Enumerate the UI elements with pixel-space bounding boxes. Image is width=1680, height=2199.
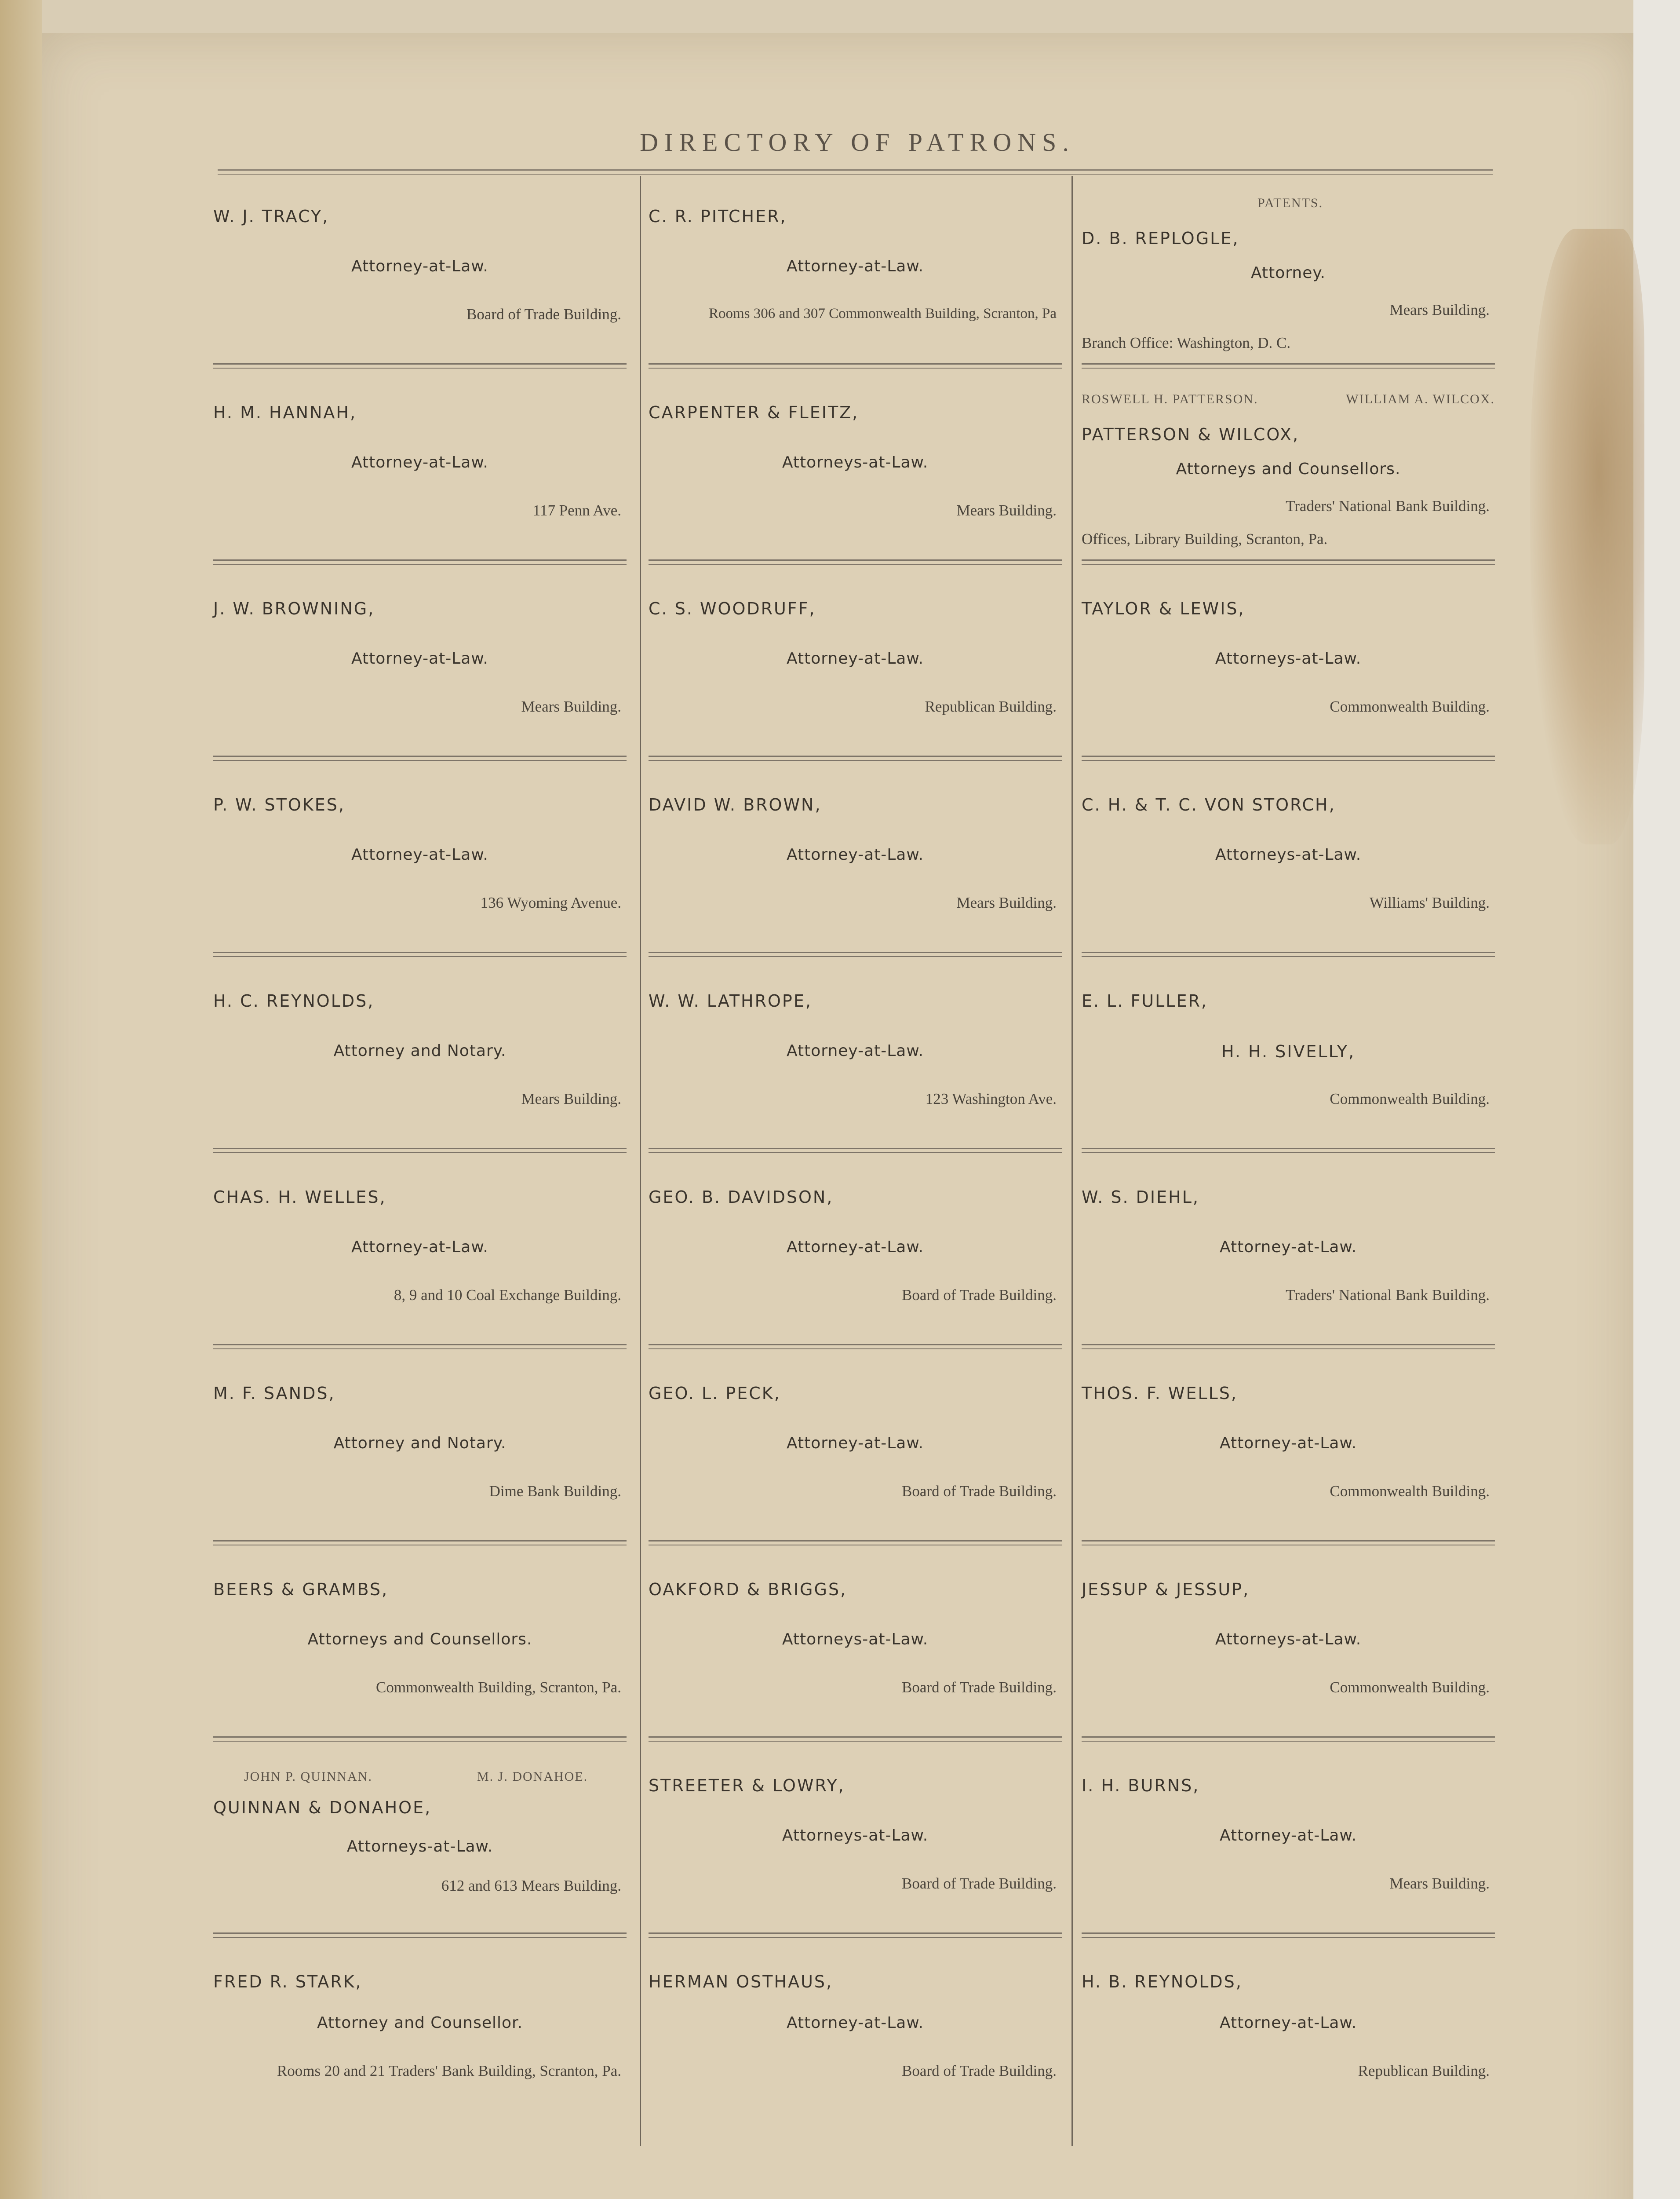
- entry-name: E. L. FULLER,: [1082, 991, 1208, 1011]
- entry-rule: [213, 756, 627, 761]
- entry-role: Attorney-at-Law.: [787, 846, 924, 864]
- directory-entry: [213, 1941, 627, 2137]
- entry-address: Board of Trade Building.: [902, 1679, 1057, 1696]
- directory-column-1: [213, 176, 627, 2137]
- entry-name: W. J. TRACY,: [213, 207, 329, 226]
- entry-role: Attorneys-at-Law.: [782, 453, 929, 471]
- entry-name: THOS. F. WELLS,: [1082, 1384, 1238, 1403]
- entry-address: Williams' Building.: [1369, 894, 1490, 911]
- entry-partner: M. J. DONAHOE.: [477, 1769, 588, 1784]
- entry-name: QUINNAN & DONAHOE,: [213, 1798, 432, 1817]
- entry-rule: [1082, 1736, 1495, 1742]
- entry-rule: [213, 952, 627, 957]
- entry-address: Mears Building.: [956, 894, 1057, 911]
- entry-role: Attorneys-at-Law.: [1215, 846, 1362, 864]
- entry-rule: [649, 1540, 1062, 1545]
- entry-address: Traders' National Bank Building.: [1286, 1286, 1490, 1304]
- entry-address: 123 Washington Ave.: [925, 1090, 1057, 1107]
- directory-entry: [213, 1157, 627, 1353]
- entry-role: Attorney-at-Law.: [351, 846, 488, 864]
- entry-address: Republican Building.: [1358, 2062, 1490, 2079]
- entry-address: 8, 9 and 10 Coal Exchange Building.: [394, 1286, 621, 1304]
- entry-role: Attorneys-at-Law.: [1215, 650, 1362, 668]
- entry-rule: [1082, 363, 1495, 369]
- entry-address: Dime Bank Building.: [489, 1483, 621, 1500]
- entry-role: Attorney-at-Law.: [787, 1042, 924, 1060]
- entry-name: D. B. REPLOGLE,: [1082, 229, 1239, 248]
- entry-address: Mears Building.: [521, 1090, 621, 1107]
- entry-role: Attorney-at-Law.: [1220, 2014, 1357, 2032]
- entry-address: Mears Building.: [1389, 301, 1490, 318]
- directory-entry: [1082, 1549, 1495, 1745]
- entry-name: GEO. L. PECK,: [649, 1384, 781, 1403]
- directory-entry: [1082, 176, 1495, 372]
- entry-rule: [213, 559, 627, 565]
- entry-name: TAYLOR & LEWIS,: [1082, 599, 1245, 618]
- entry-role: Attorney-at-Law.: [787, 650, 924, 668]
- entry-role: Attorneys and Counsellors.: [1176, 460, 1401, 478]
- directory-column-3: [1082, 176, 1495, 2137]
- water-stain: [1530, 229, 1644, 844]
- directory-entry: [213, 176, 627, 372]
- entry-name: I. H. BURNS,: [1082, 1776, 1200, 1795]
- entry-role: Attorneys and Counsellors.: [307, 1630, 532, 1648]
- entry-rule: [1082, 559, 1495, 565]
- entry-rule: [649, 1344, 1062, 1349]
- entry-address: Mears Building.: [956, 502, 1057, 519]
- entry-rule: [1082, 1344, 1495, 1349]
- entry-name: PATTERSON & WILCOX,: [1082, 425, 1300, 444]
- entry-rule: [213, 1148, 627, 1153]
- entry-name: BEERS & GRAMBS,: [213, 1580, 389, 1599]
- entry-name: P. W. STOKES,: [213, 795, 345, 815]
- entry-role: Attorneys-at-Law.: [782, 1630, 929, 1648]
- column-divider: [640, 176, 641, 2146]
- entry-address: Board of Trade Building.: [902, 2062, 1057, 2079]
- entry-role: Attorney-at-Law.: [351, 650, 488, 668]
- directory-entry: [213, 1745, 627, 1941]
- entry-name: CHAS. H. WELLES,: [213, 1187, 386, 1207]
- entry-address: Mears Building.: [1389, 1875, 1490, 1892]
- directory-entry: [649, 764, 1062, 961]
- entry-name: JESSUP & JESSUP,: [1082, 1580, 1250, 1599]
- entry-partner-name: H. H. SIVELLY,: [1221, 1042, 1356, 1061]
- entry-rule: [213, 363, 627, 369]
- entry-name: M. F. SANDS,: [213, 1384, 335, 1403]
- directory-entry: [649, 1941, 1062, 2137]
- entry-name: J. W. BROWNING,: [213, 599, 375, 618]
- entry-name: CARPENTER & FLEITZ,: [649, 403, 859, 422]
- entry-address: 136 Wyoming Avenue.: [480, 894, 621, 911]
- entry-rule: [213, 1540, 627, 1545]
- entry-partner: WILLIAM A. WILCOX.: [1346, 392, 1495, 406]
- page-left-edge: [0, 0, 42, 2199]
- directory-entry: [649, 961, 1062, 1157]
- entry-rule: [649, 756, 1062, 761]
- entry-role: Attorney-at-Law.: [351, 453, 488, 471]
- entry-role: Attorney-at-Law.: [1220, 1826, 1357, 1845]
- page-title: DIRECTORY OF PATRONS.: [640, 128, 1075, 157]
- directory-entry: [649, 1549, 1062, 1745]
- entry-name: FRED R. STARK,: [213, 1972, 362, 1991]
- entry-rule: [1082, 756, 1495, 761]
- directory-column-2: [649, 176, 1062, 2137]
- directory-entry: [213, 1549, 627, 1745]
- entry-role: Attorney-at-Law.: [787, 257, 924, 275]
- directory-entry: [649, 1157, 1062, 1353]
- entry-rule: [649, 1932, 1062, 1938]
- entry-address: Commonwealth Building.: [1330, 698, 1490, 715]
- entry-address: 612 and 613 Mears Building.: [441, 1877, 621, 1894]
- entry-name: GEO. B. DAVIDSON,: [649, 1187, 834, 1207]
- entry-name: OAKFORD & BRIGGS,: [649, 1580, 847, 1599]
- entry-address: Commonwealth Building.: [1330, 1090, 1490, 1107]
- entry-name: STREETER & LOWRY,: [649, 1776, 845, 1795]
- directory-entry: [213, 568, 627, 764]
- directory-entry: [649, 1353, 1062, 1549]
- entry-name: HERMAN OSTHAUS,: [649, 1972, 833, 1991]
- entry-address: Commonwealth Building.: [1330, 1679, 1490, 1696]
- entry-name: DAVID W. BROWN,: [649, 795, 822, 815]
- entry-role: Attorneys-at-Law.: [1215, 1630, 1362, 1648]
- entry-rule: [649, 1736, 1062, 1742]
- entry-address: Commonwealth Building.: [1330, 1483, 1490, 1500]
- entry-address: Board of Trade Building.: [902, 1483, 1057, 1500]
- entry-role: Attorneys-at-Law.: [346, 1837, 493, 1856]
- entry-role: Attorney and Notary.: [333, 1434, 507, 1452]
- entry-address: Republican Building.: [925, 698, 1057, 715]
- entry-rule: [213, 1344, 627, 1349]
- directory-entry: [1082, 1941, 1495, 2137]
- entry-rule: [649, 559, 1062, 565]
- entry-name: C. H. & T. C. VON STORCH,: [1082, 795, 1336, 815]
- entry-name: H. C. REYNOLDS,: [213, 991, 375, 1011]
- entry-role: Attorney-at-Law.: [351, 1238, 488, 1256]
- directory-entry: [1082, 1157, 1495, 1353]
- directory-entry: [213, 372, 627, 568]
- title-rule: [218, 169, 1493, 175]
- entry-role: Attorneys-at-Law.: [782, 1826, 929, 1845]
- directory-entry: [213, 961, 627, 1157]
- entry-header: PATENTS.: [1257, 196, 1323, 210]
- entry-name: W. S. DIEHL,: [1082, 1187, 1199, 1207]
- directory-entry: [1082, 1745, 1495, 1941]
- entry-rule: [213, 1932, 627, 1938]
- entry-partner: JOHN P. QUINNAN.: [244, 1769, 373, 1784]
- entry-name: C. R. PITCHER,: [649, 207, 787, 226]
- entry-address: Traders' National Bank Building.: [1286, 497, 1490, 515]
- entry-rule: [1082, 1540, 1495, 1545]
- directory-entry: [1082, 372, 1495, 568]
- entry-name: W. W. LATHROPE,: [649, 991, 812, 1011]
- directory-entry: [649, 176, 1062, 372]
- entry-role: Attorney-at-Law.: [787, 2014, 924, 2032]
- directory-entry: [649, 1745, 1062, 1941]
- directory-entry: [1082, 568, 1495, 764]
- entry-address: Board of Trade Building.: [902, 1875, 1057, 1892]
- entry-address: Mears Building.: [521, 698, 621, 715]
- entry-role: Attorney-at-Law.: [787, 1238, 924, 1256]
- entry-name: H. B. REYNOLDS,: [1082, 1972, 1243, 1991]
- entry-rule: [1082, 952, 1495, 957]
- entry-rule: [213, 1736, 627, 1742]
- entry-address: Board of Trade Building.: [466, 306, 621, 323]
- directory-entry: [213, 764, 627, 961]
- entry-rule: [1082, 1148, 1495, 1153]
- entry-role: Attorney-at-Law.: [1220, 1434, 1357, 1452]
- entry-partner: ROSWELL H. PATTERSON.: [1082, 392, 1258, 406]
- entry-address: 117 Penn Ave.: [532, 502, 621, 519]
- entry-rule: [649, 363, 1062, 369]
- directory-entry: [1082, 961, 1495, 1157]
- entry-address: Commonwealth Building, Scranton, Pa.: [375, 1679, 621, 1696]
- entry-role: Attorney and Counsellor.: [317, 2014, 523, 2032]
- entry-address: Board of Trade Building.: [902, 1286, 1057, 1304]
- directory-entry: [213, 1353, 627, 1549]
- entry-office: Offices, Library Building, Scranton, Pa.: [1082, 530, 1328, 548]
- entry-name: H. M. HANNAH,: [213, 403, 357, 422]
- entry-rule: [1082, 1932, 1495, 1938]
- directory-entry: [1082, 764, 1495, 961]
- entry-office: Branch Office: Washington, D. C.: [1082, 334, 1291, 351]
- entry-address: Rooms 306 and 307 Commonwealth Building, Scranton, Pa: [708, 306, 1057, 321]
- entry-rule: [649, 952, 1062, 957]
- directory-entry: [649, 372, 1062, 568]
- entry-address: Rooms 20 and 21 Traders' Bank Building, Scranton, Pa.: [277, 2062, 621, 2079]
- entry-name: C. S. WOODRUFF,: [649, 599, 816, 618]
- entry-role: Attorney-at-Law.: [787, 1434, 924, 1452]
- entry-role: Attorney.: [1251, 264, 1326, 282]
- column-divider: [1071, 176, 1073, 2146]
- entry-role: Attorney and Notary.: [333, 1042, 507, 1060]
- entry-role: Attorney-at-Law.: [351, 257, 488, 275]
- directory-entry: [649, 568, 1062, 764]
- entry-role: Attorney-at-Law.: [1220, 1238, 1357, 1256]
- directory-entry: [1082, 1353, 1495, 1549]
- entry-rule: [649, 1148, 1062, 1153]
